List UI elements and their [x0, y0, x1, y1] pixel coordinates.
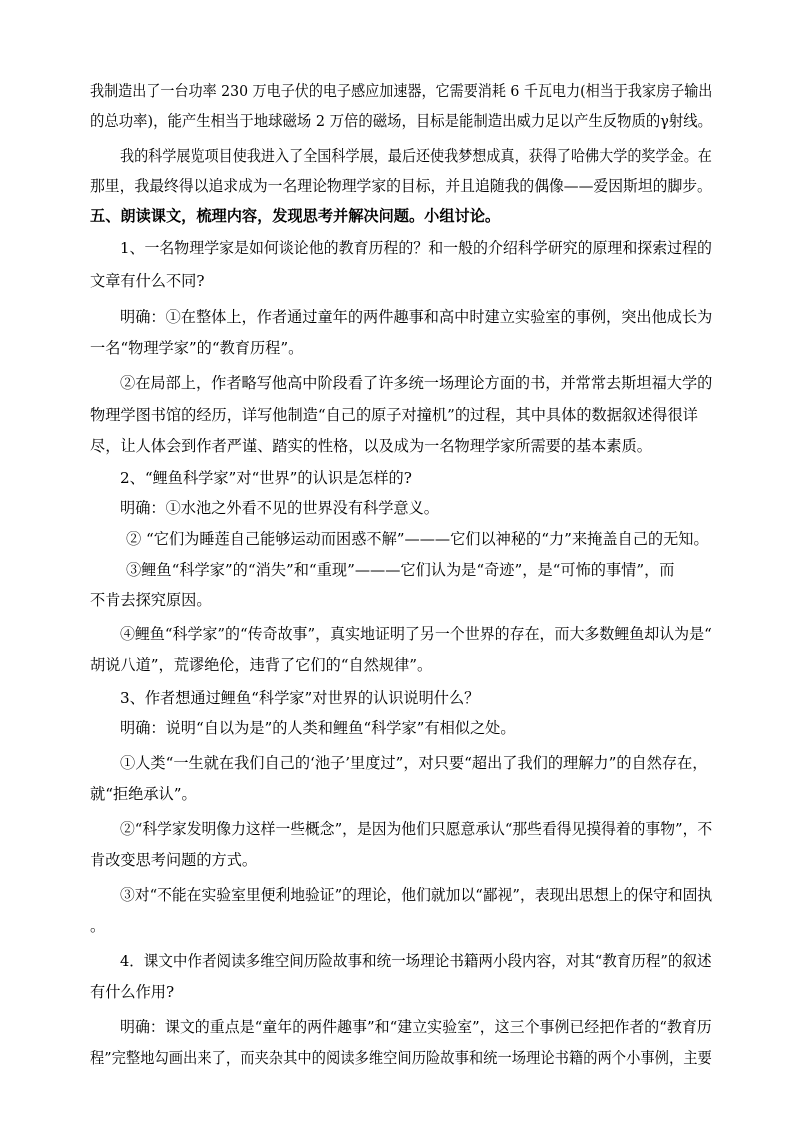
text-line: 尽，让人体会到作者严谨、踏实的性格，以及成为一名物理学家所需要的基本素质。 — [90, 437, 652, 455]
text-line: 文章有什么不同? — [90, 272, 205, 290]
text-line: 胡说八道”，荒谬绝伦，违背了它们的“自然规律”。 — [90, 656, 433, 674]
text-line: 1、一名物理学家是如何谈论他的教育历程的？和一般的介绍科学研究的原理和探索过程的 — [120, 239, 712, 257]
text-line: ①人类“一生就在我们自己的‘池子’里度过”，对只要“超出了我们的理解力”的自然存在， — [120, 754, 708, 772]
text-line: 。 — [90, 917, 106, 935]
text-line: 有什么作用? — [90, 983, 175, 1001]
text-line: 明确：课文的重点是“童年的两件趣事”和“建立实验室”，这三个事例已经把作者的“教育历 — [120, 1018, 712, 1036]
text-line: ③对“不能在实验室里便利地验证”的理论，他们就加以“鄙视”，表现出思想上的保守和固执 — [120, 886, 713, 904]
text-line: ②“科学家发明像力这样一些概念”，是因为他们只愿意承认“那些看得见摸得着的事物”，不 — [120, 820, 713, 838]
text-line: ② “它们为睡莲自己能够运动而困惑不解”———它们以神秘的“力”来掩盖自己的无知。 — [126, 530, 709, 548]
text-line: 3、作者想通过鲤鱼“科学家”对世界的认识说明什么？ — [120, 689, 480, 707]
text-line: 就“拒绝承认”。 — [90, 785, 197, 803]
text-line: 明确：①在整体上，作者通过童年的两件趣事和高中时建立实验室的事例，突出他成长为 — [120, 308, 713, 326]
text-line: 程”完整地勾画出来了，而夹杂其中的阅读多维空间历险故事和统一场理论书籍的两个小事例，主要 — [90, 1049, 712, 1067]
text-line: 明确：说明“自以为是”的人类和鲤鱼“科学家”有相似之处。 — [120, 719, 516, 737]
text-line: 的总功率)，能产生相当于地球磁场 2 万倍的磁场，目标是能制造出威力足以产生反物质的γ射线。 — [90, 112, 712, 130]
text-line: 那里，我最终得以追求成为一名理论物理学家的目标，并且追随我的偶像——爱因斯坦的脚步。 — [90, 177, 712, 195]
text-line: 肯改变思考问题的方式。 — [90, 851, 258, 869]
text-line: 物理学图书馆的经历，详写他制造“自己的原子对撞机”的过程，其中具体的数据叙述得很详 — [90, 406, 698, 424]
text-line: 我制造出了一台功率 230 万电子伏的电子感应加速器，它需要消耗 6 千瓦电力(相当于我家房子输出 — [90, 82, 713, 100]
text-line: ③鲤鱼“科学家”的“消失”和“重现”———它们认为是“奇迹”，是“可怖的事情”，而 — [126, 561, 675, 579]
text-line: 明确：①水池之外看不见的世界没有科学意义。 — [120, 499, 439, 517]
text-line: 不肯去探究原因。 — [90, 591, 212, 609]
text-line: 2、“鲤鱼科学家”对“世界”的认识是怎样的? — [120, 469, 412, 487]
text-line: 我的科学展览项目使我进入了全国科学展，最后还使我梦想成真，获得了哈佛大学的奖学金。在 — [120, 147, 712, 165]
section-heading: 五、朗读课文，梳理内容，发现思考并解决问题。小组讨论。 — [90, 207, 501, 225]
text-line: 4．课文中作者阅读多维空间历险故事和统一场理论书籍两小段内容，对其“教育历程”的叙述 — [120, 952, 712, 970]
text-line: ②在局部上，作者略写他高中阶段看了许多统一场理论方面的书，并常常去斯坦福大学的 — [120, 374, 713, 392]
text-line: 一名“物理学家”的“教育历程”。 — [90, 339, 304, 357]
text-line: ④鲤鱼“科学家”的“传奇故事”，真实地证明了另一个世界的存在，而大多数鲤鱼却认为是“ — [120, 625, 712, 643]
